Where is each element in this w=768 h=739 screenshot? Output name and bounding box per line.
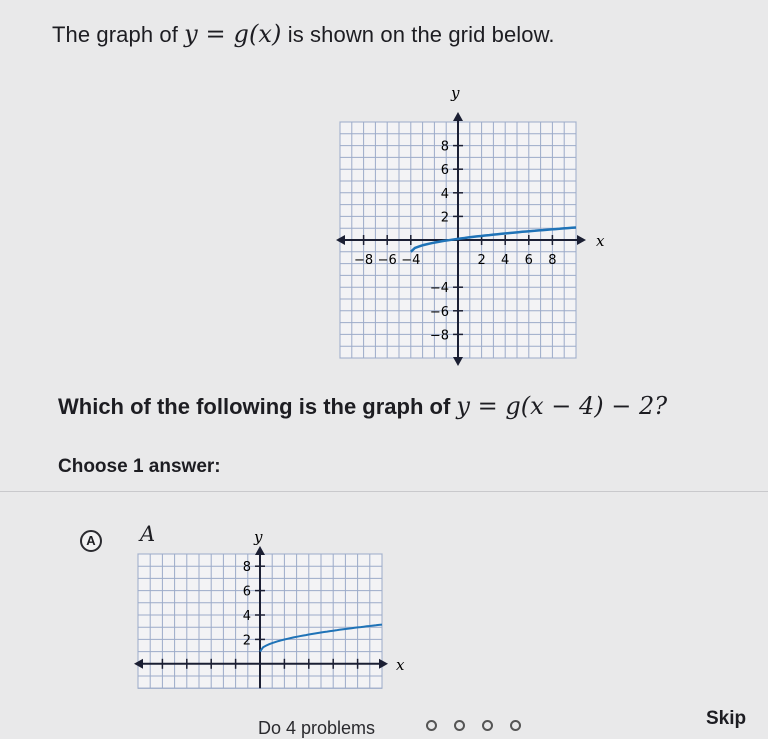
x-axis-arrow-right: [577, 235, 586, 245]
y-tick-label: −4: [429, 281, 449, 297]
choice-x-arrow-right: [379, 659, 388, 669]
footer-bar: [0, 696, 768, 738]
x-tick-label: −8: [354, 253, 374, 268]
y-tick-label: 2: [440, 210, 449, 226]
question-text-before: The graph of: [52, 22, 178, 47]
question-math: y = g(x): [184, 20, 282, 48]
x-tick-label: −6: [377, 253, 397, 268]
progress-text: Do 4 problems: [258, 718, 376, 738]
function-graph: [330, 82, 605, 367]
x-tick-label: 2: [477, 253, 486, 268]
y-axis-arrow-down: [453, 357, 463, 366]
choice-a-label: A: [140, 522, 156, 546]
choice-y-tick-label: 6: [242, 584, 251, 600]
prompt-text: [58, 392, 667, 420]
question-text: [52, 20, 555, 48]
x-axis-label: x: [596, 232, 605, 250]
y-tick-label: −8: [429, 328, 449, 344]
choice-a-badge[interactable]: A: [80, 530, 102, 552]
y-tick-label: 6: [440, 163, 449, 179]
x-tick-label: 4: [501, 253, 510, 268]
choice-y-tick-label: 4: [242, 609, 251, 624]
x-tick-label: −4: [401, 253, 421, 268]
skip-button[interactable]: Skip: [706, 708, 747, 729]
choice-x-axis-label: x: [396, 655, 405, 674]
y-axis-arrow-up: [453, 112, 463, 121]
x-tick-label: 6: [524, 253, 533, 268]
progress-dot: [454, 720, 465, 731]
choice-y-tick-label: 8: [242, 560, 251, 576]
divider: [0, 491, 768, 492]
answer-choice-a[interactable]: [74, 514, 405, 704]
choice-y-axis-label: y: [254, 528, 263, 546]
choose-label: Choose 1 answer:: [58, 456, 221, 477]
progress-dot: [510, 720, 521, 731]
y-tick-label: 8: [440, 139, 449, 155]
question-text-after: is shown on the grid below.: [287, 22, 555, 47]
choice-a-graph: [130, 514, 405, 699]
y-tick-label: 4: [440, 186, 449, 202]
prompt-math: y = g(x − 4) − 2?: [456, 392, 668, 420]
choice-y-tick-label: 2: [242, 633, 251, 649]
x-tick-label: 8: [548, 253, 557, 268]
y-tick-label: −6: [429, 304, 449, 320]
prompt-text-label: Which of the following is the graph of: [58, 394, 451, 419]
y-axis-label: y: [451, 84, 460, 102]
progress-dot: [482, 720, 493, 731]
choice-y-arrow-up: [255, 546, 265, 555]
progress-dot: [426, 720, 437, 731]
